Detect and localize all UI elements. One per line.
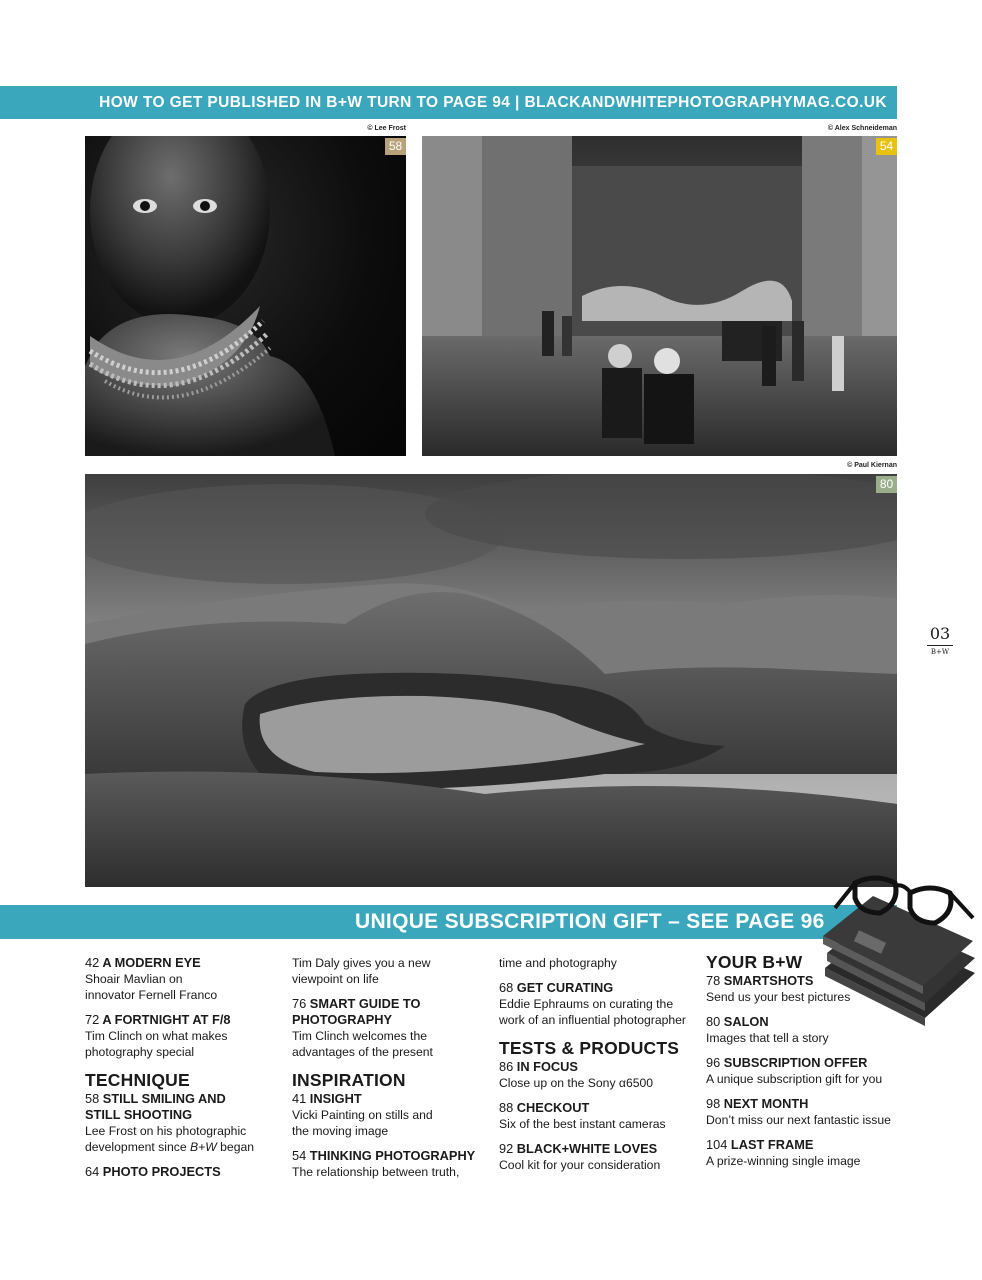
entry-page: 41 (292, 1091, 307, 1106)
entry-title: NEXT MONTH (723, 1096, 809, 1111)
entry-page: 42 (85, 955, 100, 970)
entry-description: Eddie Ephraums on curating the work of an influential photographer (499, 997, 686, 1027)
entry-title: STILL SMILING AND STILL SHOOTING (85, 1091, 226, 1122)
entry-title: BLACK+WHITE LOVES (516, 1141, 658, 1156)
folio-mark: B+W (930, 648, 950, 656)
contents-column-1 (85, 955, 285, 1189)
entry-title: GET CURATING (516, 980, 614, 995)
entry-description: Don’t miss our next fantastic issue (706, 1113, 891, 1127)
entry-page: 76 (292, 996, 307, 1011)
museum-illustration (422, 136, 897, 456)
contents-entry[interactable] (499, 980, 699, 1028)
folio-number: 03 (927, 624, 953, 646)
contents-entry[interactable] (706, 1014, 906, 1046)
section-heading-tests-products: TESTS & PRODUCTS (499, 1038, 680, 1058)
contents-entry[interactable] (292, 1148, 492, 1180)
landscape-illustration (85, 474, 897, 887)
entry-page: 78 (706, 973, 721, 988)
landscape-photo (85, 474, 897, 887)
entry-description: Tim Clinch welcomes the advantages of the present (292, 1029, 433, 1059)
contents-entry[interactable] (292, 1091, 492, 1139)
entry-description: A unique subscription gift for you (706, 1072, 883, 1086)
entry-title: A FORTNIGHT AT F/8 (102, 1012, 231, 1027)
entry-title: A MODERN EYE (102, 955, 201, 970)
entry-description: Close up on the Sony α6500 (499, 1076, 654, 1090)
entry-title: SALON (723, 1014, 769, 1029)
entry-description: The relationship between truth, (292, 1165, 460, 1179)
entry-title: CHECKOUT (516, 1100, 590, 1115)
page-folio (927, 624, 953, 656)
entry-description-text: began (216, 1140, 255, 1154)
entry-description-emphasis: B+W (190, 1140, 217, 1154)
portrait-photo (85, 136, 406, 456)
top-banner-text: HOW TO GET PUBLISHED IN B+W TURN TO PAGE 94 | BLACKANDWHITEPHOTOGRAPHYMAG.CO.UK (99, 93, 887, 111)
entry-title: THINKING PHOTOGRAPHY (309, 1148, 476, 1163)
entry-title: SUBSCRIPTION OFFER (723, 1055, 868, 1070)
contents-column-2 (292, 955, 492, 1189)
subscription-banner-text: UNIQUE SUBSCRIPTION GIFT – SEE PAGE 96 (355, 910, 825, 933)
entry-description (85, 1123, 265, 1155)
entry-page: 98 (706, 1096, 721, 1111)
photo-credit-museum: © Alex Schneideman (827, 125, 897, 132)
entry-page: 80 (706, 1014, 721, 1029)
contents-entry[interactable] (499, 1141, 699, 1173)
portrait-illustration (85, 136, 406, 456)
contents-entry[interactable] (499, 1059, 699, 1091)
entry-title: LAST FRAME (730, 1137, 814, 1152)
contents-entry-continued: Tim Daly gives you a new viewpoint on life (292, 956, 431, 986)
entry-title: SMARTSHOTS (723, 973, 814, 988)
contents-entry[interactable] (85, 1012, 285, 1060)
entry-page: 58 (85, 1091, 100, 1106)
entry-page: 64 (85, 1164, 100, 1179)
entry-description: Tim Clinch on what makes photography special (85, 1029, 228, 1059)
entry-title: PHOTO PROJECTS (102, 1164, 221, 1179)
entry-description: Cool kit for your consideration (499, 1158, 661, 1172)
entry-page: 92 (499, 1141, 514, 1156)
contents-entry-continued: time and photography (499, 956, 617, 970)
photo-credit-landscape: © Paul Kiernan (847, 462, 897, 469)
entry-page: 88 (499, 1100, 514, 1115)
entry-page: 96 (706, 1055, 721, 1070)
entry-title: SMART GUIDE TO PHOTOGRAPHY (292, 996, 421, 1027)
entry-page: 86 (499, 1059, 514, 1074)
entry-page: 54 (292, 1148, 307, 1163)
contents-entry[interactable] (499, 1100, 699, 1132)
contents-entry[interactable] (706, 973, 906, 1005)
top-banner (0, 86, 897, 119)
contents-column-3 (499, 955, 699, 1182)
entry-description: A prize-winning single image (706, 1154, 861, 1168)
museum-photo (422, 136, 897, 456)
contents-entry[interactable] (85, 1164, 285, 1180)
section-heading-technique: TECHNIQUE (85, 1070, 190, 1090)
entry-title: INSIGHT (309, 1091, 362, 1106)
contents-entry[interactable] (292, 996, 492, 1060)
page-badge-landscape: 80 (876, 476, 897, 493)
entry-page: 68 (499, 980, 514, 995)
entry-description-text: Lee Frost on his photographic development since (85, 1124, 247, 1154)
entry-description: Send us your best pictures (706, 990, 851, 1004)
contents-entry[interactable] (85, 1091, 285, 1155)
contents-entry[interactable] (706, 1137, 906, 1169)
contents-column-4 (706, 946, 906, 1178)
subscription-banner (0, 905, 897, 939)
entry-description: Images that tell a story (706, 1031, 829, 1045)
entry-description: Six of the best instant cameras (499, 1117, 666, 1131)
section-heading-your-bw: YOUR B+W (706, 952, 803, 972)
page-badge-museum: 54 (876, 138, 897, 155)
entry-description: Vicki Painting on stills and the moving image (292, 1108, 433, 1138)
contents-entry[interactable] (85, 955, 285, 1003)
page-badge-portrait: 58 (385, 138, 406, 155)
entry-description: Shoair Mavlian on innovator Fernell Franco (85, 972, 218, 1002)
contents-entry[interactable] (706, 1055, 906, 1087)
entry-title: IN FOCUS (516, 1059, 578, 1074)
section-heading-inspiration: INSPIRATION (292, 1070, 406, 1090)
photo-credit-portrait: © Lee Frost (367, 125, 406, 132)
entry-page: 72 (85, 1012, 100, 1027)
contents-entry[interactable] (706, 1096, 906, 1128)
entry-page: 104 (706, 1137, 728, 1152)
